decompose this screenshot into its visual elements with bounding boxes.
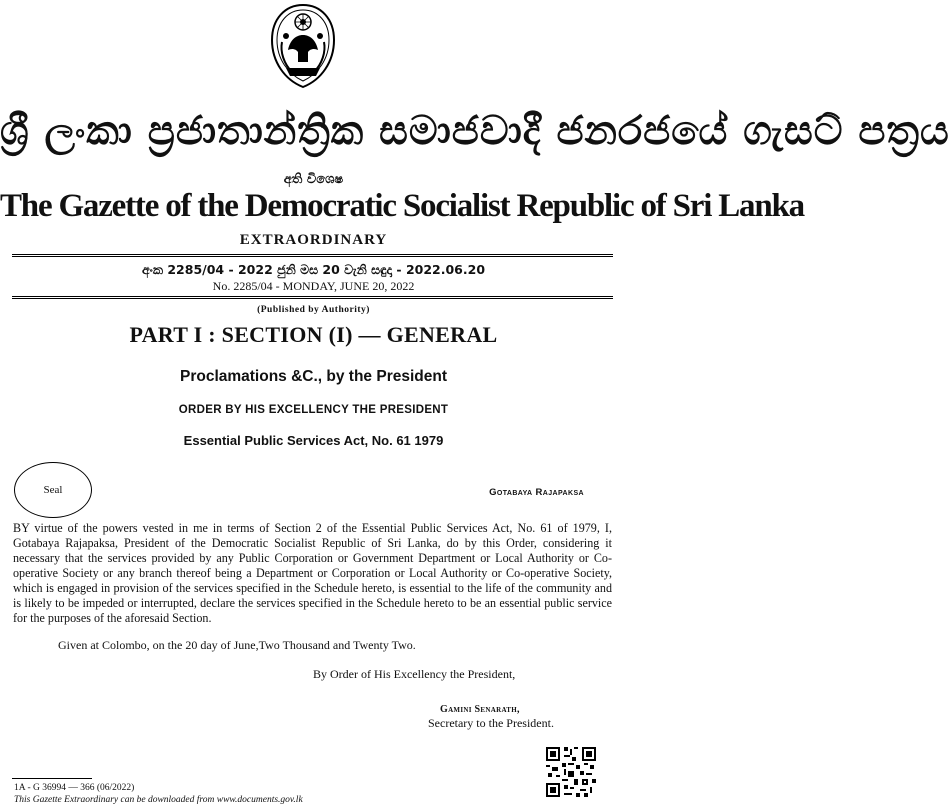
order-body-text: BY virtue of the powers vested in me in terms of Section 2 of the Essential Public Services Act, No. 61 of 1979, I, Gotabaya Rajapaksa, President of the Democratic Socialist Republic of Sri Lanka, do by this Order, considering it necessary that the services provided by any Public Corporation or Government Department or Local Authority or Co-operative Society or any branch thereof being a Department or Corporation or Local Authority or Co-operative Society, which is engaged in provision of the services specified in the Schedule hereto, is essential to the life of the community and is likely to be impeded or interrupted, declare the services specified in the Schedule hereto to be an essential public service for the purposes of the aforesaid Section. xyxy=(13,521,612,625)
issue-rule xyxy=(12,296,613,299)
proclamations-heading: Proclamations &C., by the President xyxy=(179,368,447,385)
masthead-rule xyxy=(12,254,613,257)
seal-circle xyxy=(14,462,92,518)
footer-download-note: This Gazette Extraordinary can be downloaded from www.documents.gov.lk xyxy=(14,795,303,805)
published-by-authority: (Published by Authority) xyxy=(257,305,370,315)
order-heading: ORDER BY HIS EXCELLENCY THE PRESIDENT xyxy=(178,404,449,416)
president-signature-name: Gotabaya Rajapaksa xyxy=(489,487,584,498)
secretary-name: Gamini Senarath, xyxy=(440,704,520,715)
footer-rule xyxy=(12,778,92,779)
gazette-title-sinhala: ශ්‍රී ලංකා ප්‍රජාතාන්ත්‍රික සමාජවාදී ජනරජයේ ගැසට් පත්‍රය xyxy=(0,108,950,154)
act-title: Essential Public Services Act, No. 61 1979 xyxy=(183,433,444,448)
footer-code: 1A - G 36994 — 366 (06/2022) xyxy=(14,783,135,793)
issue-line-sinhala: අංක 2285/04 - 2022 ජුනි මස 20 වැනි සඳුදා - 2022.06.20 xyxy=(141,262,486,277)
seal-label: Seal xyxy=(43,484,63,496)
issue-line-english: No. 2285/04 - MONDAY, JUNE 20, 2022 xyxy=(212,279,415,293)
extraordinary-label: EXTRAORDINARY xyxy=(239,232,388,248)
extraordinary-label-sinhala: අති විශෙෂ xyxy=(283,172,344,187)
part-title: PART I : SECTION (I) — GENERAL xyxy=(129,322,498,347)
secretary-title: Secretary to the President. xyxy=(428,716,554,730)
state-emblem-icon xyxy=(266,2,340,90)
given-at-line: Given at Colombo, on the 20 day of June,Two Thousand and Twenty Two. xyxy=(58,638,416,652)
qr-code-icon xyxy=(546,747,596,797)
gazette-title-english: The Gazette of the Democratic Socialist Republic of Sri Lanka xyxy=(0,188,804,224)
by-order-line: By Order of His Excellency the President, xyxy=(313,667,516,681)
